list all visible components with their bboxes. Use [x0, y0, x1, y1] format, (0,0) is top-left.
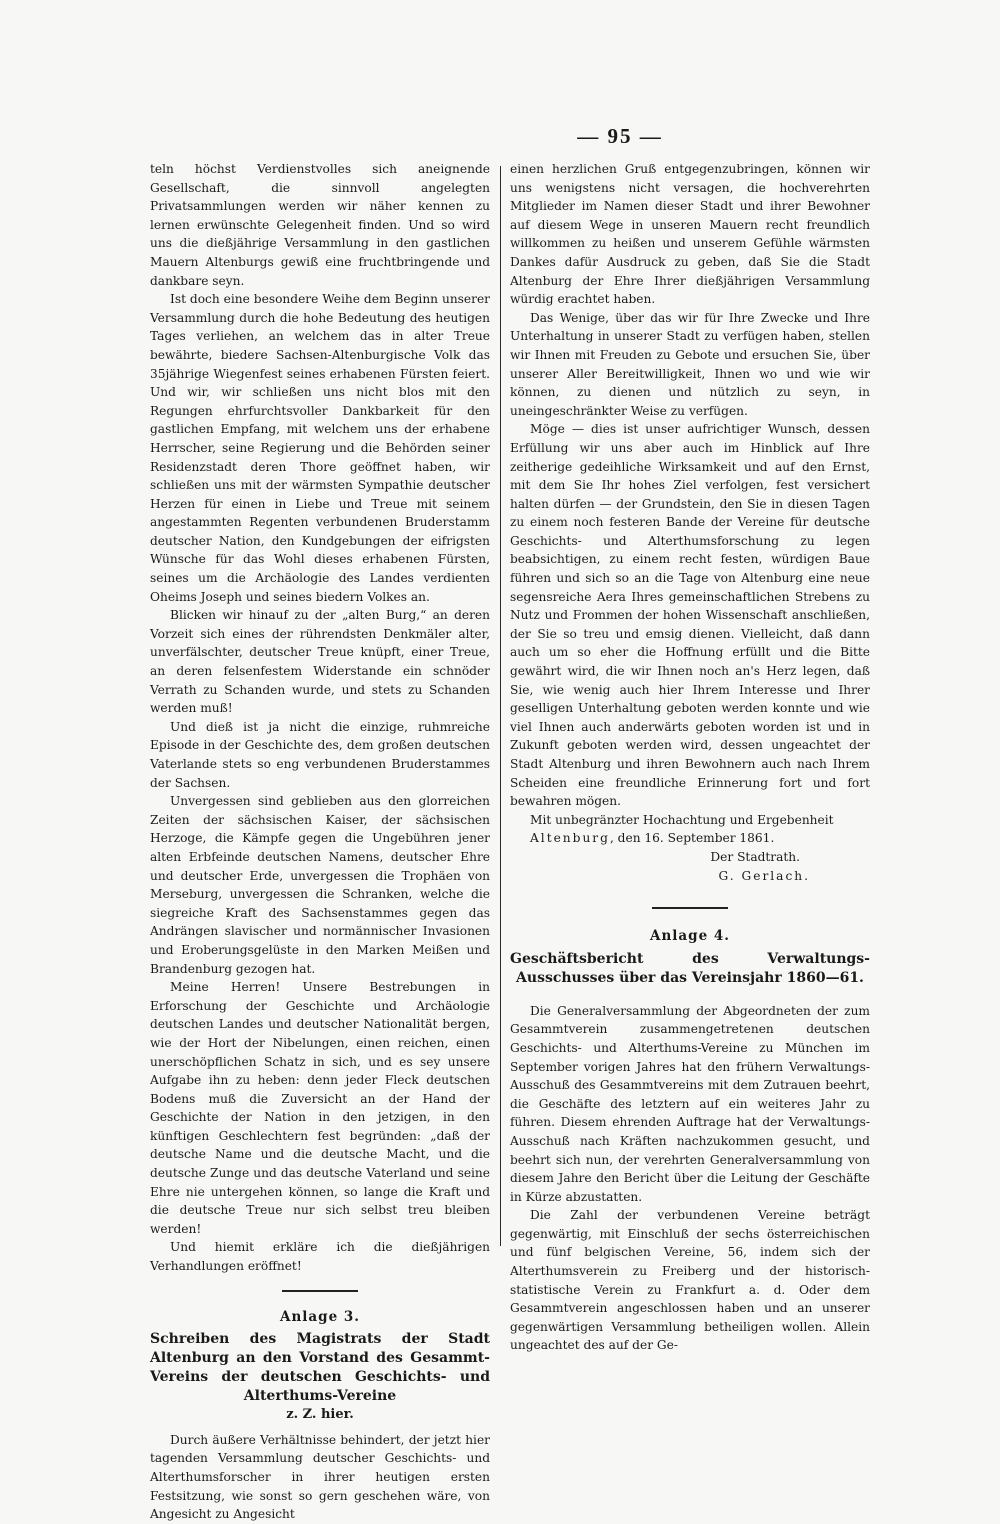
section-rule: [652, 907, 728, 909]
closing-line: Mit unbegränzter Hochachtung und Ergebenheit: [530, 812, 834, 827]
paragraph: einen herzlichen Gruß entgegenzubringen, können wir uns wenigstens nicht versagen, die hochverehrten Mitglieder im Namen dieser Stadt und ihrer Bewohner auf diesem Wege in unseren Mauern recht freundlich willkommen zu heißen und unserem Gefühle wärmsten Dankes dafür Ausdruck zu geben, daß Sie die Stadt Altenburg der Ehre Ihrer dießjährigen Versammlung würdig erachtet haben.: [510, 162, 870, 307]
appendix-label: Anlage 3.: [280, 1308, 360, 1325]
appendix-subtitle: z. Z. hier.: [286, 1407, 354, 1423]
date-line: [510, 829, 870, 848]
appendix-title: Schreiben des Magistrats der Stadt Altenburg an den Vorstand des Gesammt-Vereins der deutschen Geschichts- und Alterthums-Vereine: [150, 1331, 490, 1405]
appendix-title: Geschäftsbericht des Verwaltungs-Ausschusses über das Vereinsjahr 1860—61.: [510, 950, 870, 986]
paragraph: Unvergessen sind geblieben aus den glorreichen Zeiten der sächsischen Kaiser, der sächsischen Herzoge, die Kämpfe gegen die Ungebühren jener alten Erbfeinde deutschen Namens, deutscher Ehre und deutscher Erde, unvergessen die Trophäen von Merseburg, unvergessen die Schranken, welche die siegreiche Kraft des Sachsenstammes gegen das Andrängen slavischer und normännischer Invasionen und Eroberungsgelüste in den Marken Meißen und Brandenburg gezogen hat.: [150, 794, 490, 976]
right-column: [510, 160, 870, 1355]
paragraph: teln höchst Verdienstvolles sich aneignende Gesellschaft, die sinnvoll angelegten Privatsammlungen werden wir näher kennen zu lernen erwünschte Gelegenheit finden. Und so wird uns die dießjährige Versammlung in den gastlichen Mauern Altenburgs gewiß eine fruchtbringende und dankbare seyn.: [150, 162, 490, 288]
paragraph: Blicken wir hinauf zu der „alten Burg,“ an deren Vorzeit sich eines der rührendsten Denkmäler alter, unverfälschter, deutscher Treue knüpft, einer Treue, an deren felsenfestem Widerstande ein schnöder Verrath zu Schanden wurde, und stets zu Schanden werden muß!: [150, 608, 490, 716]
paragraph: Meine Herren! Unsere Bestrebungen in Erforschung der Geschichte und Archäologie deutschen Landes und deutscher Nationalität bergen, wie der Hort der Nibelungen, einen reichen, einen unerschöpflichen Schatz in sich, und es sey unsere Aufgabe ihn zu heben: denn jeder Fleck deutschen Bodens muß die Zuversicht an der Hand der Geschichte der Nation in den jetzigen, in den künftigen Geschlechtern fest begründen: „daß der deutsche Name und die deutsche Macht, und die deutsche Zunge und das deutsche Vaterland und seine Ehre nie untergehen können, so lange die Kraft und die deutsche Treue nur sich selbst treu bleiben werden!: [150, 980, 490, 1236]
signature-office: Der Stadtrath.: [710, 849, 800, 864]
paragraph: Ist doch eine besondere Weihe dem Beginn unserer Versammlung durch die hohe Bedeutung des heutigen Tages verliehen, an welchem das in alter Treue bewährte, biedere Sachsen-Altenburgische Volk das 35jährige Wiegenfest seines erhabenen Fürsten feiert. Und wir, wir schließen uns nicht blos mit den Regungen ehrfurchtsvoller Dankbarkeit für den gastlichen Empfang, mit welchem uns der erhabene Herrscher, seine Regierung und die Behörden seiner Residenzstadt deren Thore geöffnet haben, wir schließen uns mit der wärmsten Sympathie deutscher Herzen für einen in Liebe und Treue mit seinem angestammten Regenten verbundenen Bruderstamm deutscher Nation, den Kundgebungen der eifrigsten Wünsche für das Wohl dieses erhabenen Fürsten, seines um die Archäologie des Landes verdienten Oheims Joseph und seines biedern Volkes an.: [150, 292, 490, 604]
date: , den 16. September 1861.: [609, 831, 775, 846]
paragraph: Die Generalversammlung der Abgeordneten der zum Gesammtverein zusammengetretenen deutschen Geschichts- und Alterthums-Vereine zu München im September vorigen Jahres hat den frühern Verwaltungs-Ausschuß des Gesammtvereins mit dem Zutrauen beehrt, die Geschäfte des letztern auf ein weiteres Jahr zu führen. Diesem ehrenden Auftrage hat der Verwaltungs-Ausschuß nach Kräften nachzukommen gesucht, und beehrt sich nun, der verehrten Generalversammlung von diesem Jahre den Bericht über die Leitung der Geschäfte in Kürze abzustatten.: [510, 1003, 870, 1204]
paragraph: Und hiemit erkläre ich die dießjährigen Verhandlungen eröffnet!: [150, 1240, 490, 1274]
paragraph: Und dieß ist ja nicht die einzige, ruhmreiche Episode in der Geschichte des, dem großen deutschen Vaterlande stets so eng verbundenen Bruderstammes der Sachsen.: [150, 719, 490, 790]
left-column: [150, 160, 490, 1524]
paragraph: Möge — dies ist unser aufrichtiger Wunsch, dessen Erfüllung wir uns aber auch im Hinblick auf Ihre zeitherige gedeihliche Wirksamkeit und auf den Ernst, mit dem Sie Ihr hohes Ziel verfolgen, fest versichert halten dürfen — der Grundstein, den Sie in diesen Tagen zu einem noch festeren Bande der Vereine für deutsche Geschichts- und Alterthumsforschung zu legen beabsichtigen, zu einem recht festen, würdigen Baue führen und sich so an die Tage von Altenburg eine neue segensreiche Aera Ihres gemeinschaftlichen Strebens zu Nutz und Frommen der hohen Wissenschaft anschließen, der Sie so treu und emsig dienen. Vielleicht, daß dann auch um so eher die Hoffnung erfüllt und die Bitte gewährt wird, die wir Ihnen noch an's Herz legen, daß Sie, wie wenig auch hier Ihrem Interesse und Ihrer geselligen Unterhaltung geboten werden konnte und wie viel Ihnen auch anderwärts geboten worden ist und in Zukunft geboten werden wird, dessen ungeachtet der Stadt Altenburg und ihren Bewohnern auch nach Ihrem Scheiden eine freundliche Erinnerung fort und fort bewahren mögen.: [510, 422, 870, 809]
column-divider: [500, 166, 501, 1246]
section-rule: [282, 1290, 358, 1292]
place-name: Altenburg: [530, 831, 610, 846]
appendix-label: Anlage 4.: [650, 928, 730, 945]
paragraph: Durch äußere Verhältnisse behindert, der jetzt hier tagenden Versammlung deutscher Geschichts- und Alterthumsforscher in ihrer heutigen ersten Festsitzung, wie sonst so gern geschehen wäre, von Angesicht zu Angesicht: [150, 1432, 490, 1522]
paragraph: Die Zahl der verbundenen Vereine beträgt gegenwärtig, mit Einschluß der sechs österreichischen und fünf belgischen Vereine, 56, indem sich der Alterthumsverein zu Freiberg und der historisch-statistische Verein zu Frankfurt a. d. Oder dem Gesammtverein angeschlossen haben und an unserer gegenwärtigen Versammlung betheiligen wollen. Allein ungeachtet des auf der Ge-: [510, 1208, 870, 1353]
signature-name: G. Gerlach.: [718, 868, 810, 883]
paragraph: Das Wenige, über das wir für Ihre Zwecke und Ihre Unterhaltung in unserer Stadt zu verfügen haben, stellen wir Ihnen mit Freuden zu Gebote und ersuchen Sie, über unserer Aller Bereitwilligkeit, Ihnen wo und wie wir können, zu dienen und nützlich zu seyn, in uneingeschränkter Weise zu verfügen.: [510, 310, 870, 418]
page-number: — 95 —: [577, 124, 663, 148]
